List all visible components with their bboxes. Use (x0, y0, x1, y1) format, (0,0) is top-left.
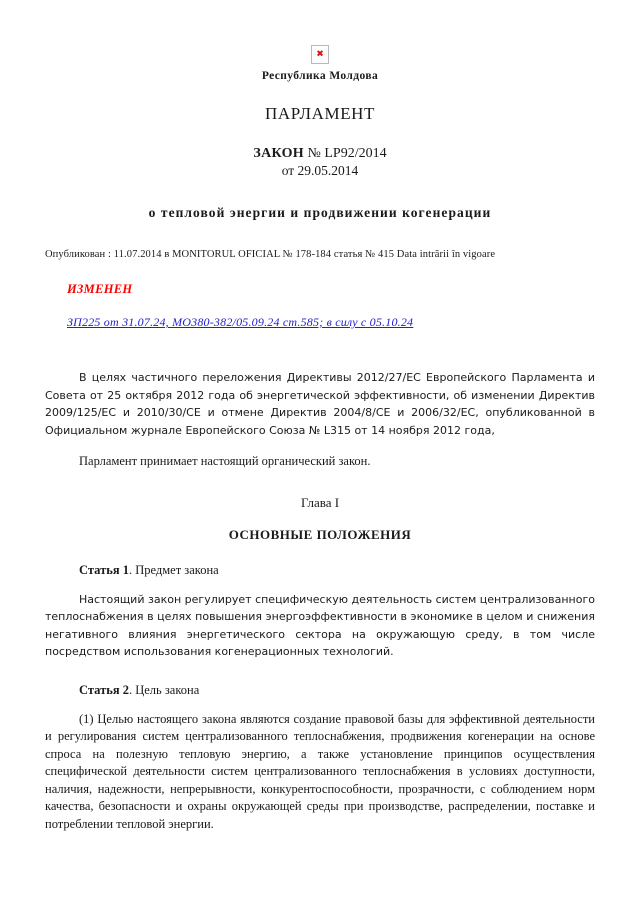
amended-status-badge: ИЗМЕНЕН (67, 282, 133, 296)
spacer (45, 487, 595, 495)
law-date: от 29.05.2014 (281, 163, 359, 178)
chapter-number: Глава I (300, 494, 340, 510)
law-identifier (45, 146, 595, 162)
broken-image-icon (311, 45, 329, 64)
amendment-link[interactable]: ЗП225 от 31.07.24, МО380-382/05.09.24 ст.585; в силу с 05.10.24 (67, 315, 414, 329)
spacer (45, 675, 595, 683)
law-number: № LP92/2014 (307, 146, 387, 161)
chapter-title: ОСНОВНЫЕ ПОЛОЖЕНИЯ (228, 526, 412, 542)
preamble-paragraph: В целях частичного переложения Директивы 2012/27/ЕС Европейского Парламента и Совета от 25 октября 2012 года об энергетической эффективности, об изменении Директив 2009/125/ЕС и 2010/30/СЕ и отмене Директив 2004/8/СЕ и 2006/32/ЕС, опубликованной в Официальном журнале Европейского Союза № L315 от 14 ноября 2012 года, (45, 371, 595, 437)
article-1-heading (45, 563, 595, 578)
institution-heading: ПАРЛАМЕНТ (264, 104, 376, 123)
emblem-container (45, 45, 595, 64)
article-2-number: Статья 2 (79, 682, 129, 697)
law-label: ЗАКОН (253, 146, 304, 161)
article-2-heading (45, 683, 595, 698)
publication-info: Опубликован : 11.07.2014 в MONITORUL OFICIAL № 178-184 статья № 415 Data intrării în vigoare (45, 249, 496, 260)
article-1-title: . Предмет закона (128, 562, 219, 577)
enacting-clause: Парламент принимает настоящий органический закон. (79, 454, 371, 468)
article-2-body: (1) Целью настоящего закона являются создание правовой базы для эффективной деятельности и регулирования систем централизованного теплоснабжения, продвижения когенерации на основе спроса на полезную тепловую энергию, а также установление принципов осуществления специфической деятельности систем централизованного теплоснабжения в условиях доступности, наличия, надежности, непрерывности, конкурентоспособности, прозрачности, с соблюдением норм качества, безопасности и охраны окружающей среды при производстве, распределении, поставке и потреблении тепловой энергии. (45, 711, 595, 831)
country-heading: Республика Молдова (261, 70, 379, 82)
article-2-title: . Цель закона (128, 682, 200, 697)
page-title: о тепловой энергии и продвижении когенерации (148, 205, 492, 220)
article-1-body: Настоящий закон регулирует специфическую деятельность систем централизованного теплоснабжения в целях повышения энергоэффективности в экономике в целом и снижения негативного влияния энергетического сектора на окружающую среду, в том числе посредством использования когенерационных технологий. (45, 592, 595, 658)
amendment-block (45, 282, 595, 331)
article-1-number: Статья 1 (79, 562, 129, 577)
